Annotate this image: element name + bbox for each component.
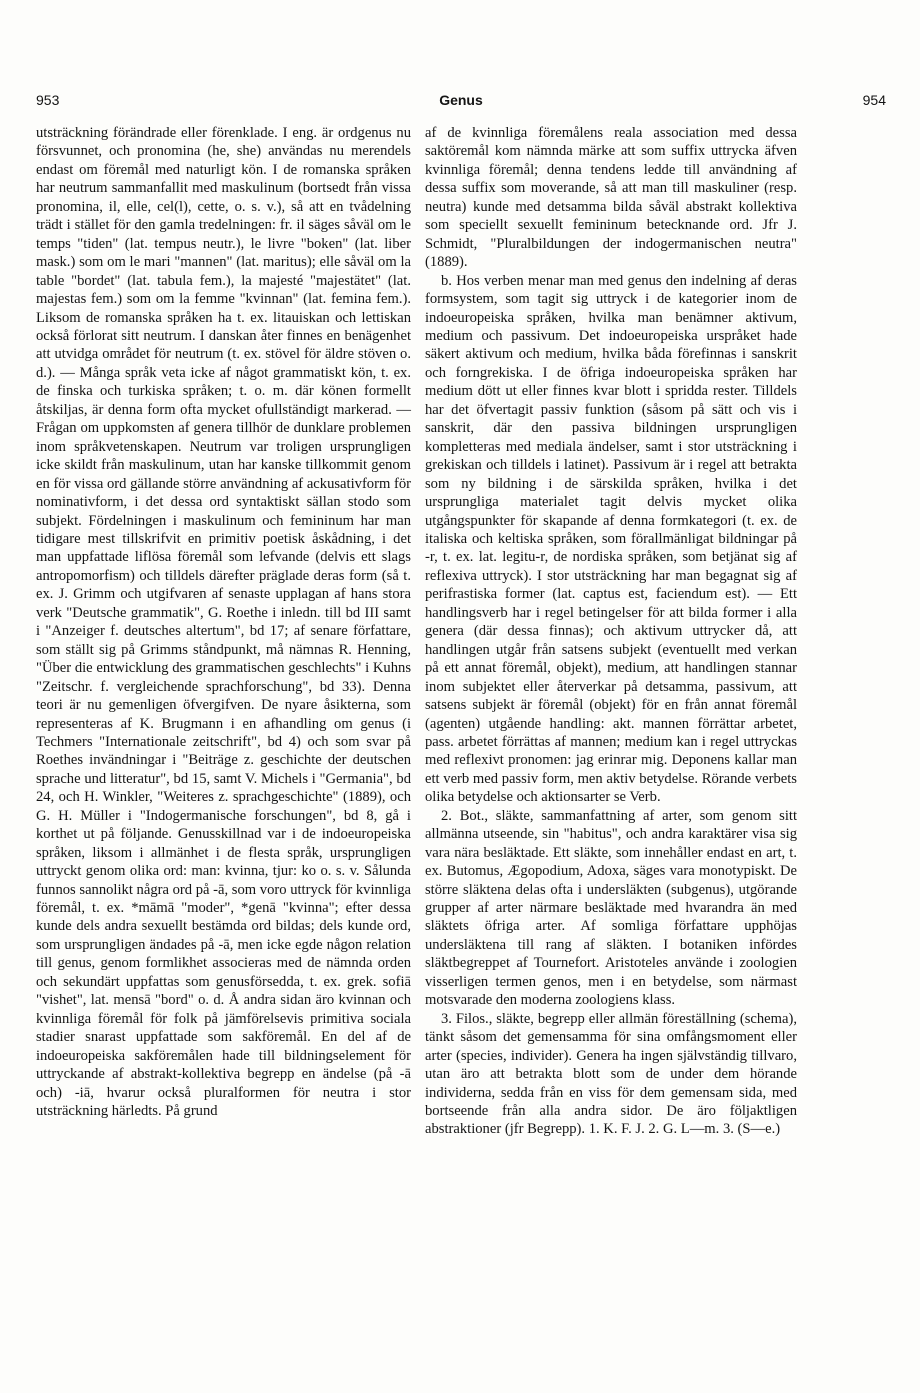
left-column-text: utsträckning förändrade eller förenklade. I eng. är ordgenus nu försvunnet, och pronomina (he, she) användas nu merendels endast om föremål med naturligt kön. I de romanska språken har neutrum sammanfallit med maskulinum (bortsedt från vissa pronomina, il, elle, cel(l), cette, o. s. v.), så att en tvådelning trädt i stället för den gamla tredelningen: fr. il säges såväl om le temps "tiden" (lat. tempus neutr.), le livre "boken" (lat. liber mask.) som om le mari "mannen" (lat. maritus); elle såväl om la table "bordet" (lat. tabula fem.), la majesté "majestätet" (lat. majestas fem.) som om la femme "kvinnan" (lat. femina fem.). Liksom de romanska språken ha t. ex. litauiskan och lettiskan också förlorat sitt neutrum. I danskan åter finnes en benägenhet att utvidga området för neutrum (t. ex. stövel för äldre stöven o. d.). — Många språk veta icke af något grammatiskt kön, t. ex. de finska och turkiska språken; t. o. m. där könen formellt åtskiljas, är denna form ofta mycket ofullständigt markerad. — Frågan om uppkomsten af genera tillhör de dunklare problemen inom språkvetenskapen. Neutrum var troligen ursprungligen icke skildt från maskulinum, utan har kanske tillkommit genom en för vissa ord gällande större användning af ackusativform för nominativform, i det dessa ord syntaktiskt sällan stodo som subjekt. Fördelningen i maskulinum och femininum har man tidigare mest tillskrifvit en primitiv poetisk åskådning, i det man uppfattade liflösa föremål som lefvande (delvis ett slags antropomorfism) och tilldels därefter präglade deras form (så t. ex. J. Grimm och utgifvaren af senaste upplagan af hans stora verk "Deutsche grammatik", G. Roethe i inledn. till bd III samt i "Anzeiger f. deutsches altertum", bd 17; af senare författare, som ställt sig på Grimms ståndpunkt, må nämnas R. Henning, "Über die entwicklung des grammatischen geschlechts" i Kuhns "Zeitschr. f. vergleichende sprachforschung", bd 33). Denna teori är nu gemenligen öfvergifven. De nyare åsikterna, som representeras af K. Brugmann i en afhandling om genus (i Techmers "Internationale zeitschrift", bd 4) och som svar på Roethes invändningar i "Beiträge z. geschichte der deutschen sprache und litteratur", bd 15, samt V. Michels i "Germania", bd 24, och H. Winkler, "Weiteres z. sprachgeschichte" (1889), och G. H. Müller i "Indogermanische forschungen", bd 8, gå i korthet ut på följande. Genusskillnad var i de indoeuropeiska språken, liksom i allmänhet i de flesta språk, ursprungligen uttryckt genom olika ord: man: kvinna, tjur: ko o. s. v. Sålunda funnos sannolikt några ord på -ā, som voro uttryck för kvinnliga föremål, t. ex. *māmā "moder", *genā "kvinna"; efter dessa kunde dels andra sexuellt bestämda ord bildas; dels kunde ord, som ursprungligen ändades på -ā, men icke egde någon relation till genus, genom formlikhet associeras med de nämnda orden och sekundärt uppfattas som genusförsedda, t. ex. grek. sofiā "vishet", lat. mensā "bord" o. d. Å andra sidan äro kvinnan och kvinnliga föremål för folk på jämförelsevis primitiva sociala stadier snarast uppfattade som sakföremål. En del af de indoeuropeiska sakföremålen hade till bildningselement för uttryckande af abstrakt-kollektiva begrepp en ändelse (på -ā och) -iā, hvarur också pluralformen för neutra i stor utsträckning härledts. På grund (36, 125, 411, 1120)
left-column (36, 124, 411, 1120)
paragraph-continuation: af de kvinnliga föremålens reala association med dessa saktöremål kom nämnda märke att som suffix uttrycka äfven kvinnliga föremål; denna tendens ledde till användning af dessa suffix som moverande, så att man till maskuliner (resp. neutra) kunde med detsamma bilda såväl abstrakt kollektiva som speciellt sexuellt femininum betecknande ord. Jfr J. Schmidt, "Pluralbildungen der indogermanischen neutra" (1889). (425, 125, 797, 271)
page-header (36, 92, 886, 112)
page-number-right: 954 (862, 92, 886, 108)
page-number-left: 953 (36, 92, 60, 108)
right-column (425, 124, 797, 1139)
page-title: Genus (439, 92, 483, 108)
paragraph-botany: 2. Bot., släkte, sammanfattning af arter, som genom sitt allmänna utseende, sin "habitus", och andra karaktärer visa sig vara nära besläktade. Ett släkte, som innehåller endast en art, t. ex. Butomus, Ægopodium, Adoxa, säges vara monotypiskt. De större släktena delas ofta i undersläkten (subgenus), utgörande grupper af arter närmare besläktade med hvarandra än med släktets öfriga arter. Af somliga författare upphöjas undersläktena till rang af släkten. I botaniken infördes släktbegreppet af Tournefort. Aristoteles använde i zoologien visserligen termen genos, men i en betydelse, som närmast motsvarade den moderna zoologiens klass. (425, 807, 797, 1009)
paragraph-philosophy: 3. Filos., släkte, begrepp eller allmän föreställning (schema), tänkt såsom det gemensamma för sina omfångsmoment eller arter (species, individer). Genera ha ingen självständig tillvaro, utan äro att betrakta blott som de under dem hörande individerna, sedda från en viss för dem gemensam sida, med bortseende från alla andra sidor. De äro följaktligen abstraktioner (jfr Begrepp). 1. K. F. J. 2. G. L—m. 3. (S—e.) (425, 1010, 797, 1138)
paragraph-verb-genus: b. Hos verben menar man med genus den indelning af deras formsystem, som tagit sig uttryck i de kategorier inom de indoeuropeiska språken, hvilka man benämner aktivum, medium och passivum. Det indoeuropeiska urspråket hade säkert aktivum och medium, hvilka båda förefinnas i sanskrit och forngrekiska. I de öfriga indoeuropeiska språken har medium dött ut eller finnes kvar blott i spridda rester. Tilldels har det öfvertagit passiv funktion (såsom på sätt och vis i sanskrit, där den passiva bildningen ursprungligen kompletteras med mediala ändelser, samt i stor utsträckning i grekiskan och tilldels i latinet). Passivum är i regel att betrakta som ny bildning i de särskilda språken, hvilka i det ursprungliga materialet tagit delvis mycket olika utgångspunkter för skapande af denna formkategori (t. ex. de italiska och keltiska språken, som förallmänligat bildningar på -r, t. ex. lat. legitu-r, de nordiska språken, som betjänat sig af reflexiva uttryck). I stor utsträckning har man begagnat sig af perifrastiska former (lat. captus est, faciendum est). — Ett handlingsverb har i regel betingelser för att bilda former i alla genera (där dessa finnas); och aktivum uttrycker då, att handlingen utgår från satsens subjekt (eventuellt med verkan på ett annat föremål, objekt), medium, att handlingen stannar inom subjektet eller återverkar på detsamma, passivum, att satsens subjekt är föremål (objekt) för en från annat föremål (agenten) utgående handling: akt. mannen förrättar arbetet, pass. arbetet förrättas af mannen; medium kan i regel uttryckas med reflexivt pronomen: jag erinrar mig. Deponens kallar man ett verb med passiv form, men aktiv betydelse. Rörande verbets olika betydelse och aktionsarter se Verb. (425, 272, 797, 806)
